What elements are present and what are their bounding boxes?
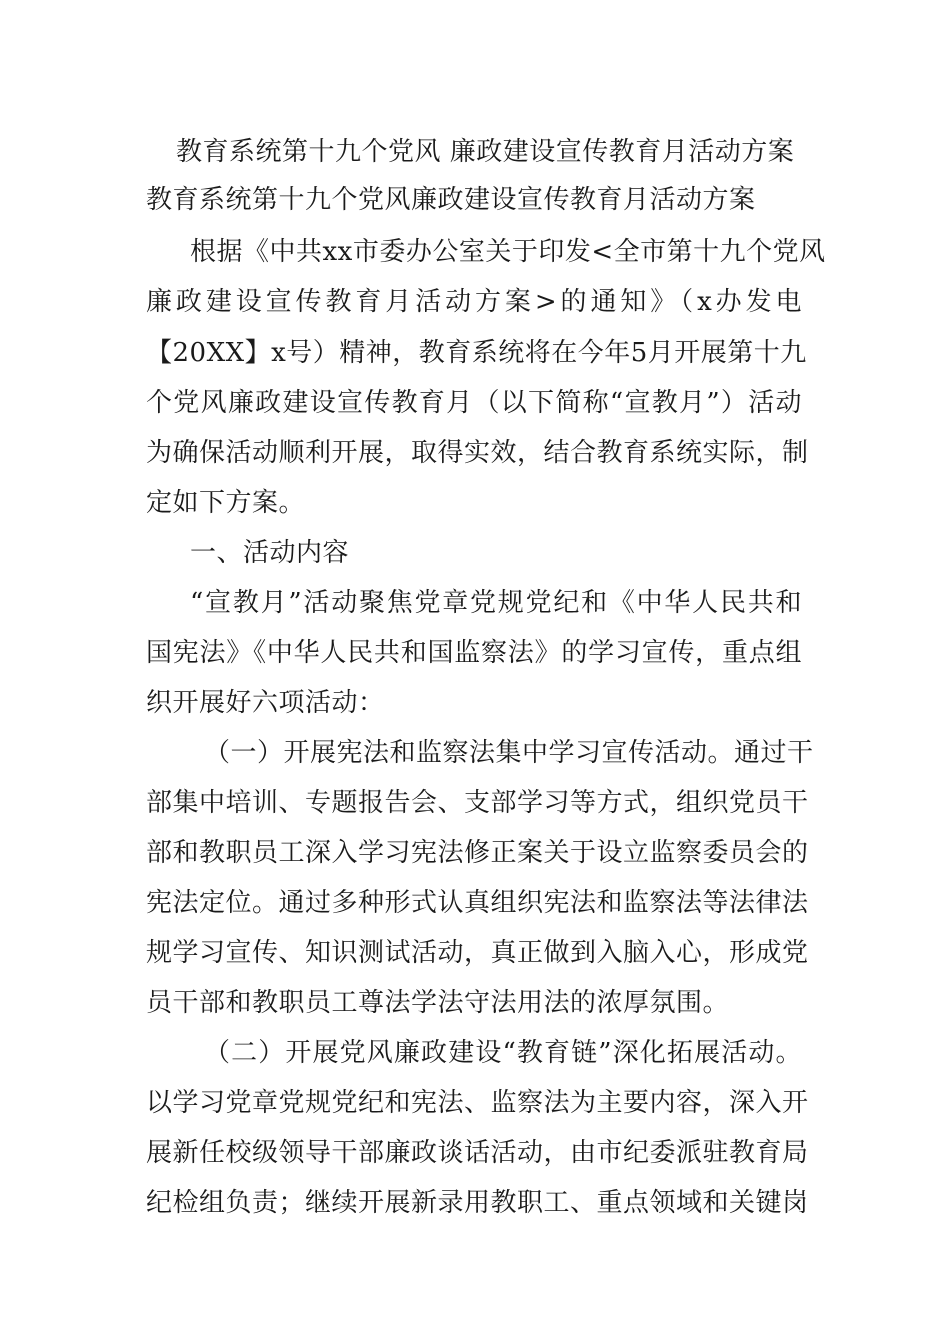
body-line: 个党风廉政建设宣传教育月（以下简称“宣教月”）活动 [146,388,802,418]
body-line: 廉政建设宣传教育月活动方案>的通知》（x办发电 [146,287,802,317]
body-line: 展新任校级领导干部廉政谈话活动，由市纪委派驻教育局 [146,1138,809,1168]
body-line: 织开展好六项活动： [146,688,385,718]
body-line: 员干部和教职员工尊法学法守法用法的浓厚氛围。 [146,988,730,1018]
body-line: 【20XX】x号）精神，教育系统将在今年5月开展第十九 [146,338,807,368]
body-line: （二）开展党风廉政建设“教育链”深化拓展活动。 [204,1038,802,1068]
body-line: 纪检组负责；继续开展新录用教职工、重点领域和关键岗 [146,1188,809,1218]
body-line: 部集中培训、专题报告会、支部学习等方式，组织党员干 [146,788,809,818]
body-line: 根据《中共xx市委办公室关于印发<全市第十九个党风 [190,237,826,267]
section-heading: 一、活动内容 [190,538,350,568]
body-line: 为确保活动顺利开展，取得实效，结合教育系统实际，制 [146,438,809,468]
body-line: 国宪法》《中华人民共和国监察法》的学习宣传，重点组 [146,638,802,668]
document-subtitle: 教育系统第十九个党风廉政建设宣传教育月活动方案 [146,185,756,215]
body-line: 以学习党章党规党纪和宪法、监察法为主要内容，深入开 [146,1088,809,1118]
body-line: 宪法定位。通过多种形式认真组织宪法和监察法等法律法 [146,888,809,918]
document-title: 教育系统第十九个党风 廉政建设宣传教育月活动方案 [176,137,795,167]
body-line: （一）开展宪法和监察法集中学习宣传活动。通过干 [204,738,814,768]
body-line: 定如下方案。 [146,488,306,518]
body-line: 规学习宣传、知识测试活动，真正做到入脑入心，形成党 [146,938,809,968]
body-line: 部和教职员工深入学习宪法修正案关于设立监察委员会的 [146,838,809,868]
body-line: “宣教月”活动聚焦党章党规党纪和《中华人民共和 [190,588,802,618]
